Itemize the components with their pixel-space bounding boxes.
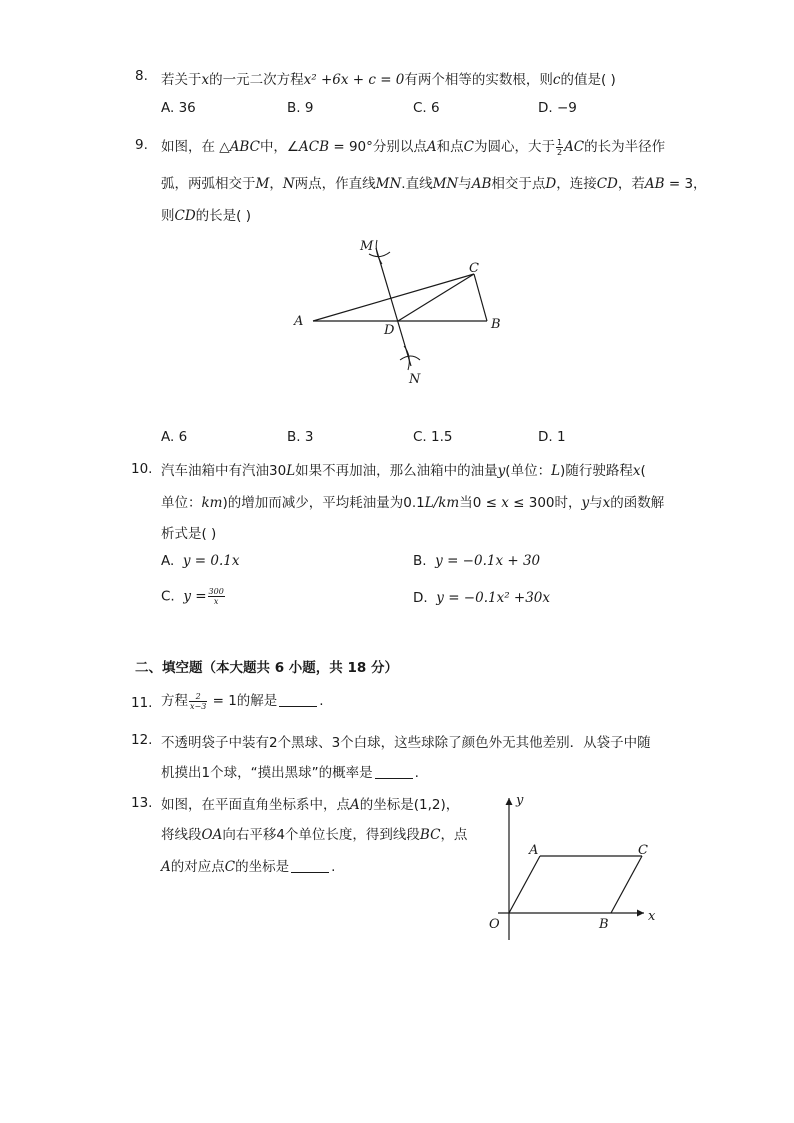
option-a[interactable]: A. y = 0.1x [161,553,240,569]
question-stem: 若关于x的一元二次方程x² +6x + c = 0有两个相等的实数根，则c的值是( ) [161,72,616,88]
option-d[interactable]: D. 1 [538,429,566,445]
option-c[interactable]: C. 1.5 [413,429,453,445]
axis-label-y: y [516,793,524,808]
answer-blank[interactable] [291,860,329,873]
label-c: C [469,261,479,276]
label-b: B [599,917,609,932]
option-d[interactable]: D. y = −0.1x² +30x [413,590,551,606]
question-stem-line-3: 析式是( ) [161,526,217,542]
option-d[interactable]: D. −9 [538,100,577,116]
question-number: 12. [131,732,153,748]
axis-label-x: x [648,909,656,924]
label-a: A [294,314,304,329]
question-number: 8. [135,68,148,84]
section-heading: 二、填空题（本大题共 6 小题，共 18 分） [135,660,398,676]
question-stem-line-2: 将线段OA向右平移4个单位长度，得到线段BC，点 [161,827,468,843]
question-stem-line-2: 机摸出1个球，“摸出黑球”的概率是 . [161,765,419,781]
question-number: 11. [131,695,153,711]
triangle-figure [280,230,520,390]
question-stem-line-1: 如图，在平面直角坐标系中，点A的坐标是(1,2)， [161,797,460,813]
question-stem-line-3: 则CD的长是( ) [161,208,251,224]
label-b: B [491,317,501,332]
option-b[interactable]: B. 3 [287,429,314,445]
option-b[interactable]: B. 9 [287,100,314,116]
coordinate-figure [480,788,670,948]
question-stem-line-1: 汽车油箱中有汽油30L如果不再加油，那么油箱中的油量y(单位：L)随行驶路程x( [161,463,646,479]
question-stem-line-3: A的对应点C的坐标是 . [161,859,336,875]
question-stem: 方程 $\frac{2}{x-3}$ = 1的解是 . [161,691,324,711]
question-stem-line-1: 如图，在 △ABC中，∠ACB = 90°分别以点A和点C为圆心，大于 $\frac{1}{2}$ AC的长为半径作 [161,137,666,157]
option-a[interactable]: A. 6 [161,429,188,445]
option-a[interactable]: A. 36 [161,100,196,116]
question-stem-line-1: 不透明袋子中装有2个黑球、3个白球，这些球除了颜色外无其他差别．从袋子中随 [161,735,651,751]
label-a: A [529,843,539,858]
answer-blank[interactable] [375,766,413,779]
question-number: 9. [135,137,148,153]
label-m: M [360,239,374,254]
label-c: C [638,843,648,858]
option-c[interactable]: C. 6 [413,100,440,116]
option-b[interactable]: B. y = −0.1x + 30 [413,553,541,569]
question-stem-line-2: 单位：km)的增加而减少，平均耗油量为0.1L/km当0 ≤ x ≤ 300时，y与x的函数解 [161,495,665,511]
label-o: O [489,917,500,932]
question-number: 10. [131,461,153,477]
question-number: 13. [131,795,153,811]
label-n: N [409,372,421,387]
question-stem-line-2: 弧，两弧相交于M，N两点，作直线MN.直线MN与AB相交于点D，连接CD，若AB = 3， [161,176,707,192]
label-d: D [384,323,395,338]
answer-blank[interactable] [279,694,317,707]
option-c[interactable]: C. y = $\frac{300}{x}$ [161,587,224,606]
